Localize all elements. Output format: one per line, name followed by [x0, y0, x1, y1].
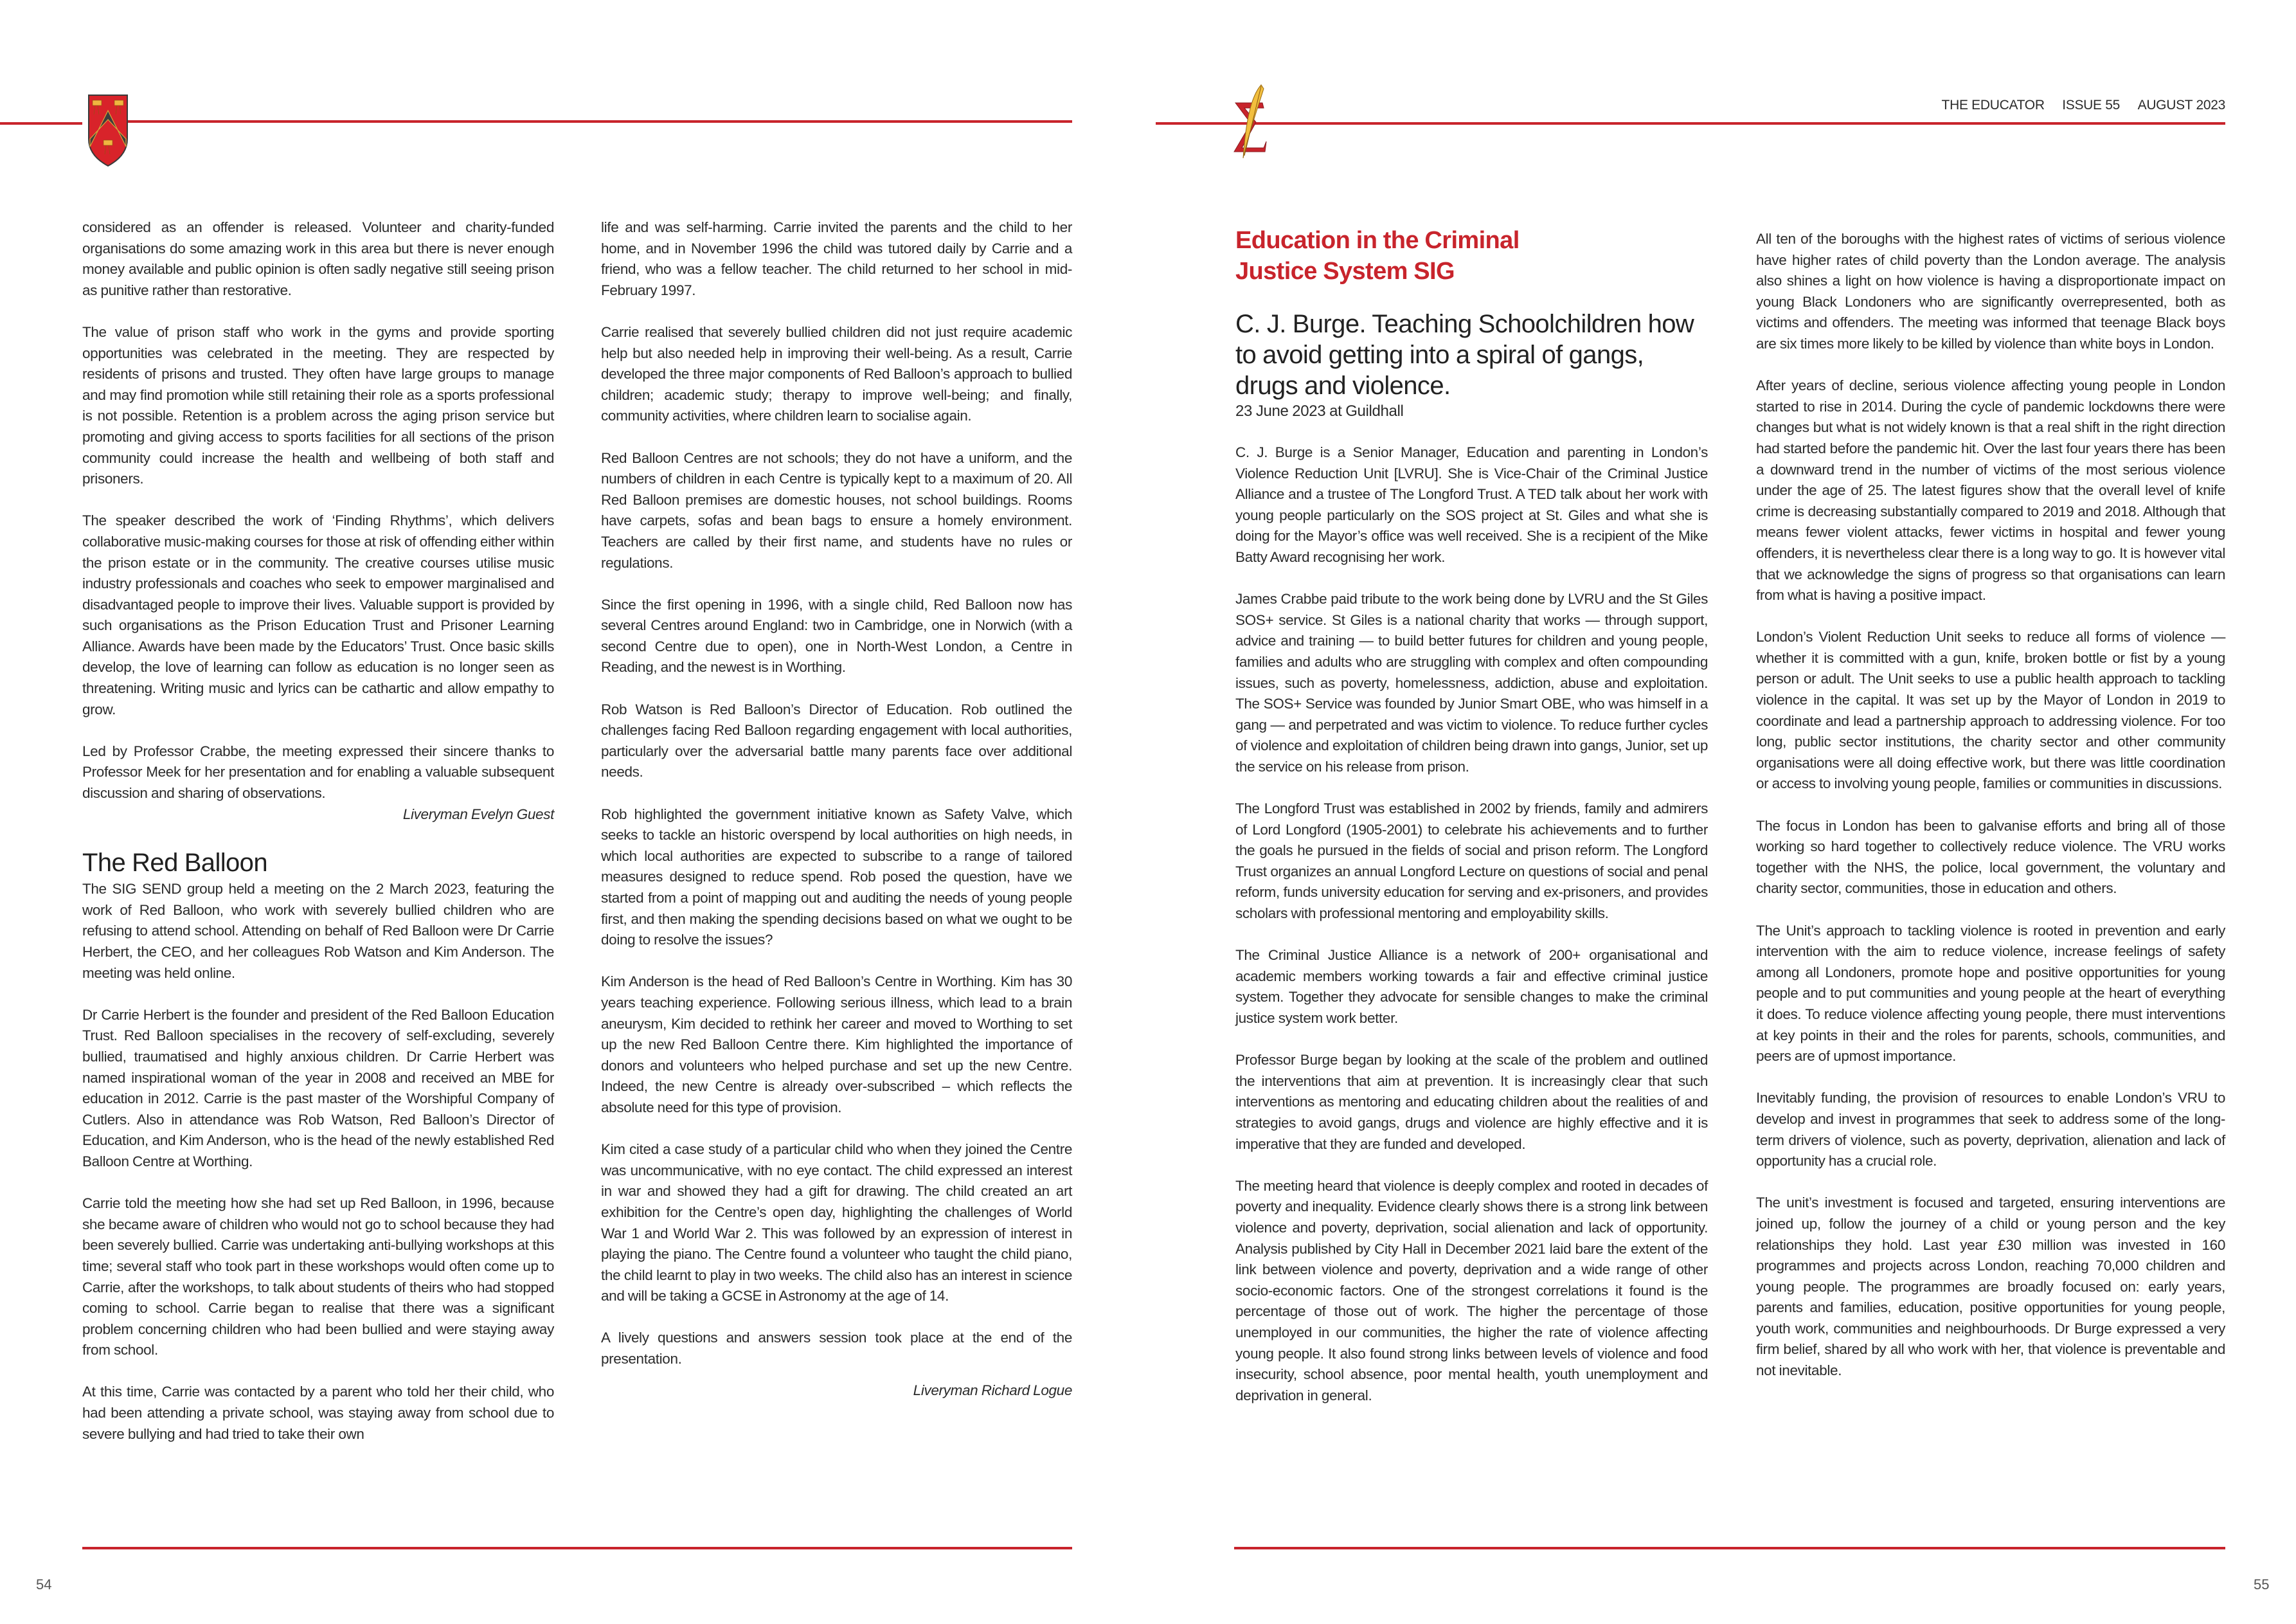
- paragraph: The SIG SEND group held a meeting on the 2 March 2023, featuring the work of Red Balloon, who work with severely bullied children who are refusing to attend school. Attending on behalf of Red Balloon were Dr Carrie Herbert, the CEO, and her colleagues Rob Watson and Kim Anderson. The meeting was held online.: [82, 881, 554, 981]
- paragraph: A lively questions and answers session took place at the end of the presentation.: [601, 1330, 1072, 1367]
- heraldic-shield-icon: [87, 94, 129, 167]
- left-column-1: [82, 217, 554, 1466]
- header-rule-left-stub: [0, 122, 82, 125]
- paragraph: At this time, Carrie was contacted by a parent who told her their child, who had been attending a private school, was staying away from school due to severe bullying and had tried to take their own: [82, 1384, 554, 1442]
- issue-date: AUGUST 2023: [2137, 98, 2225, 113]
- section-title: Education in the Criminal Justice System SIG: [1235, 227, 1520, 285]
- header-rule-right: [1156, 122, 2225, 125]
- paragraph: The Criminal Justice Alliance is a network of 200+ organisational and academic members working towards a fair and effective criminal justice system. Together they advocate for sensible changes to make the criminal justice system work better.: [1235, 947, 1708, 1027]
- right-column-1: [1235, 225, 1708, 1427]
- page-number-left: 54: [36, 1576, 52, 1592]
- footer-rule-left: [82, 1547, 1072, 1549]
- article-subtitle: 23 June 2023 at Guildhall: [1235, 402, 1404, 420]
- paragraph: Kim Anderson is the head of Red Balloon’s Centre in Worthing. Kim has 30 years teaching experience. Following serious illness, which lead to a brain aneurysm, Kim decided to rethink her career and moved to Worthing to set up the new Red Balloon Centre there. Kim highlighted the importance of donors and volunteers who helped purchase and set up the new Centre. Indeed, the new Centre is already over-subscribed – which reflects the absolute need for this type of provision.: [601, 973, 1072, 1115]
- paragraph: The Longford Trust was established in 2002 by friends, family and admirers of Lord Longford (1905-2001) to celebrate his achievements and to further the goals he pursued in the fields of social and prison reform. The Longford Trust organizes an annual Longford Lecture on questions of social and penal reform, funds university education for serving and ex-prisoners, and provides scholars with professional mentoring and employability skills.: [1235, 800, 1708, 922]
- paragraph: Kim cited a case study of a particular child who when they joined the Centre was uncommunicative, with no eye contact. The child expressed an interest in war and showed they had a gift for drawing. The child created an art exhibition for the Centre’s open day, highlighting the challenges of World War 1 and World War 2. This was followed by an expression of interest in playing the piano. The Centre found a volunteer who taught the child piano, the child learnt to play in two weeks. The child also has an interest in science and will be taking a GCSE in Astronomy at the age of 14.: [601, 1141, 1072, 1304]
- paragraph: After years of decline, serious violence affecting young people in London started to rise in 2014. During the cycle of pandemic lockdowns there were changes but what is not widely known is that a real shift in the right direction had started before the pandemic hit. Over the last four years there has been a downward trend in the number of victims of the most serious violence under the age of 25. The latest figures show that the overall level of knife crime is decreasing substantially compared to 2019 and 2018. Although that means fewer violent attacks, fewer victims in hospital and fewer young offenders, it is nevertheless clear there is a long way to go. It is however vital that we acknowledge the signs of progress so that organisations can learn from what is having a positive impact.: [1756, 377, 2225, 604]
- left-column-2: [601, 217, 1072, 1422]
- publication-name: THE EDUCATOR: [1941, 98, 2045, 113]
- paragraph: The speaker described the work of ‘Finding Rhythms’, which delivers collaborative music-making courses for those at risk of offending either within the prison estate or in the community. The creative courses utilise music industry professionals and coaches who seek to empower marginalised and disadvantaged people to improve their lives. Valuable support is provided by such organisations as the Prison Education Trust and Prisoner Learning Alliance. Awards have been made by the Educators’ Trust. Once basic skills develop, the love of learning can follow as education is no longer seen as threatening. Writing music and lyrics can be cathartic and allow empathy to grow.: [82, 512, 554, 717]
- paragraph: Dr Carrie Herbert is the founder and president of the Red Balloon Education Trust. Red Balloon specialises in the recovery of self-excluding, severely bullied, traumatised and highly anxious children. Dr Carrie Herbert was named inspirational woman of the year in 2008 and received an MBE for education in 2012. Carrie is the past master of the Worshipful Company of Cutlers. Also in attendance was Rob Watson, Red Balloon’s Director of Education, and Kim Anderson, who is the head of the newly established Red Balloon Centre at Worthing.: [82, 1006, 554, 1169]
- paragraph: considered as an offender is released. Volunteer and charity-funded organisations do some amazing work in this area but there is never enough money available and public opinion is often sadly negative still seeing prison as punitive rather than restorative.: [82, 219, 554, 298]
- paragraph: life and was self-harming. Carrie invited the parents and the child to her home, and in November 1996 the child was tutored daily by Carrie and a friend, who was a fellow teacher. The child returned to her school in mid-February 1997.: [601, 219, 1072, 298]
- paragraph: The value of prison staff who work in the gyms and provide sporting opportunities was celebrated in the meeting. They are respected by residents of prisons and trusted. They often have large groups to manage and may find promotion while still retaining their role as a sports professional is not possible. Retention is a problem across the aging prison service but promoting and giving access to sports facilities for all sections of the prison community could increase the health and wellbeing of both staff and prisoners.: [82, 323, 554, 487]
- paragraph: All ten of the boroughs with the highest rates of victims of serious violence have higher rates of child poverty than the London average. The analysis also shines a light on how violence is having a disproportionate impact on young Black Londoners who are significantly overrepresented, both as victims and offenders. The meeting was informed that teenage Black boys are six times more likely to be killed by violence than white boys in London.: [1756, 231, 2225, 352]
- paragraph: James Crabbe paid tribute to the work being done by LVRU and the St Giles SOS+ service. St Giles is a national charity that works — through support, advice and training — to build better futures for children and young people, families and adults who are struggling with complex and often compounding issues, such as poverty, homelessness, addiction, abuse and exploitation. The SOS+ Service was founded by Junior Smart OBE, who was himself in a gang — and perpetrated and was victim to violence. To reduce further cycles of violence and exploitation of children being drawn into gangs, Junior, set up the service on his release from prison.: [1235, 591, 1708, 775]
- author-signature: Liveryman Richard Logue: [913, 1382, 1072, 1398]
- right-page: [1148, 0, 2296, 1624]
- paragraph: Red Balloon Centres are not schools; they do not have a uniform, and the numbers of children in each Centre is typically kept to a maximum of 20. All Red Balloon premises are domestic houses, not school buildings. Rooms have carpets, sofas and bean bags to ensure a homely environment. Teachers are called by their first name, and students have no rules or regulations.: [601, 449, 1072, 571]
- right-column-2: [1756, 229, 2225, 1402]
- section-title: The Red Balloon: [82, 849, 267, 878]
- author-signature: Liveryman Evelyn Guest: [402, 806, 554, 822]
- paragraph: London’s Violent Reduction Unit seeks to reduce all forms of violence — whether it is committed with a gun, knife, broken bottle or fist by a young person or adult. The Unit seeks to use a public health approach to tackling violence in the capital. It was set up by the Mayor of London in 2019 to coordinate and lead a partnership approach to addressing violence. For too long, public sector institutions, the charity sector and other community organisations were all doing effective work, but there was little coordination or access to involving young people, families or communities in discussions.: [1756, 629, 2225, 792]
- paragraph: Rob highlighted the government initiative known as Safety Valve, which seeks to tackle an historic overspend by local authorities on high needs, in which local authorities are expected to subscribe to a range of tailored measures designed to reduce spend. Rob posed the question, have we started from a point of mapping out and auditing the needs of young people first, and then making the spending decisions based on what we ought to be doing to resolve the issues?: [601, 806, 1072, 948]
- paragraph: Carrie realised that severely bullied children did not just require academic help but also needed help in improving their well-being. As a result, Carrie developed the three major components of Red Balloon’s approach to bullied children; academic study; therapy to improve well-being; and finally, community activities, where children learn to socialise again.: [601, 323, 1072, 424]
- footer-rule-right: [1234, 1547, 2225, 1549]
- paragraph: Inevitably funding, the provision of resources to enable London’s VRU to develop and invest in programmes that seek to address some of the long-term drivers of violence, such as poverty, deprivation, alienation and lack of opportunity has a crucial role.: [1756, 1090, 2225, 1169]
- paragraph: Rob Watson is Red Balloon’s Director of Education. Rob outlined the challenges facing Red Balloon regarding engagement with local authorities, particularly over the adversarial battle many parents face over additional needs.: [601, 701, 1072, 780]
- paragraph: The focus in London has been to galvanise efforts and bring all of those working so hard together to collectively reduce violence. The VRU works together with the NHS, the police, local government, the voluntary and charity sector, communities, those in education and others.: [1756, 817, 2225, 897]
- header-rule-left: [127, 120, 1072, 123]
- quill-sigma-icon: [1232, 84, 1270, 161]
- issue-number: ISSUE 55: [2062, 98, 2121, 113]
- paragraph: Since the first opening in 1996, with a single child, Red Balloon now has several Centres around England: two in Cambridge, one in Norwich (with a second Centre due to open), one in North-West London, a Centre in Reading, and the newest is in Worthing.: [601, 596, 1072, 676]
- article-title: C. J. Burge. Teaching Schoolchildren how to avoid getting into a spiral of gangs, drugs and violence.: [1235, 310, 1694, 400]
- paragraph: Professor Burge began by looking at the scale of the problem and outlined the interventions that aim at prevention. It is increasingly clear that such interventions as mentoring and educating children about the realities of and strategies to avoid gangs, drugs and violence are highly effective and it is imperative that they are funded and developed.: [1235, 1052, 1708, 1152]
- paragraph: Carrie told the meeting how she had set up Red Balloon, in 1996, because she became aware of children who would not go to school because they had been severely bullied. Carrie was undertaking anti-bullying workshops at this time; several staff who took part in these workshops would often come up to Carrie, after the workshops, to talk about students of theirs who had stopped coming to school. Carrie began to realise that there was a significant problem concerning children who had been bullied and were staying away from school.: [82, 1195, 554, 1358]
- paragraph: The meeting heard that violence is deeply complex and rooted in decades of poverty and inequality. Evidence clearly shows there is a strong link between violence and poverty, deprivation, social alienation and lack of opportunity. Analysis published by City Hall in December 2021 laid bare the extent of the link between violence and poverty, deprivation and a wide range of other socio-economic factors. One of the strongest correlations it found is the percentage of those out of work. The higher the percentage of those unemployed in our communities, the higher the rate of violence affecting young people. It also found strong links between levels of violence and food insecurity, school absence, poor mental health, youth unemployment and deprivation in general.: [1235, 1177, 1708, 1403]
- masthead: [1942, 98, 2225, 113]
- page-number-right: 55: [2254, 1576, 2270, 1592]
- paragraph: Led by Professor Crabbe, the meeting expressed their sincere thanks to Professor Meek for her presentation and for enabling a valuable subsequent discussion and sharing of observations.: [82, 743, 554, 802]
- paragraph: The unit’s investment is focused and targeted, ensuring interventions are joined up, follow the journey of a child or young person and the key relationships they hold. Last year £30 million was invested in 160 programmes and projects across London, reaching 70,000 children and young people. The programmes are broadly focused on: early years, parents and families, education, positive opportunities for young people, youth work, communities and neighbourhoods. Dr Burge expressed a very firm belief, shared by all who work with her, that violence is preventable and not inevitable.: [1756, 1195, 2225, 1379]
- paragraph: C. J. Burge is a Senior Manager, Education and parenting in London’s Violence Reduction Unit [LVRU]. She is Vice-Chair of the Criminal Justice Alliance and a trustee of The Longford Trust. A TED talk about her work with young people particularly on the SOS project at St. Giles and what she is doing for the Mayor’s office was well received. She is a recipient of the Mike Batty Award recognising her work.: [1235, 444, 1708, 565]
- paragraph: The Unit’s approach to tackling violence is rooted in prevention and early intervention with the aim to reduce violence, increase feelings of safety among all Londoners, promote hope and positive opportunities for young people and to put communities and young people at the heart of everything it does. To reduce violence affecting young people, there must interventions at key points in their and the roles for parents, schools, communities, and peers are of upmost importance.: [1756, 922, 2225, 1065]
